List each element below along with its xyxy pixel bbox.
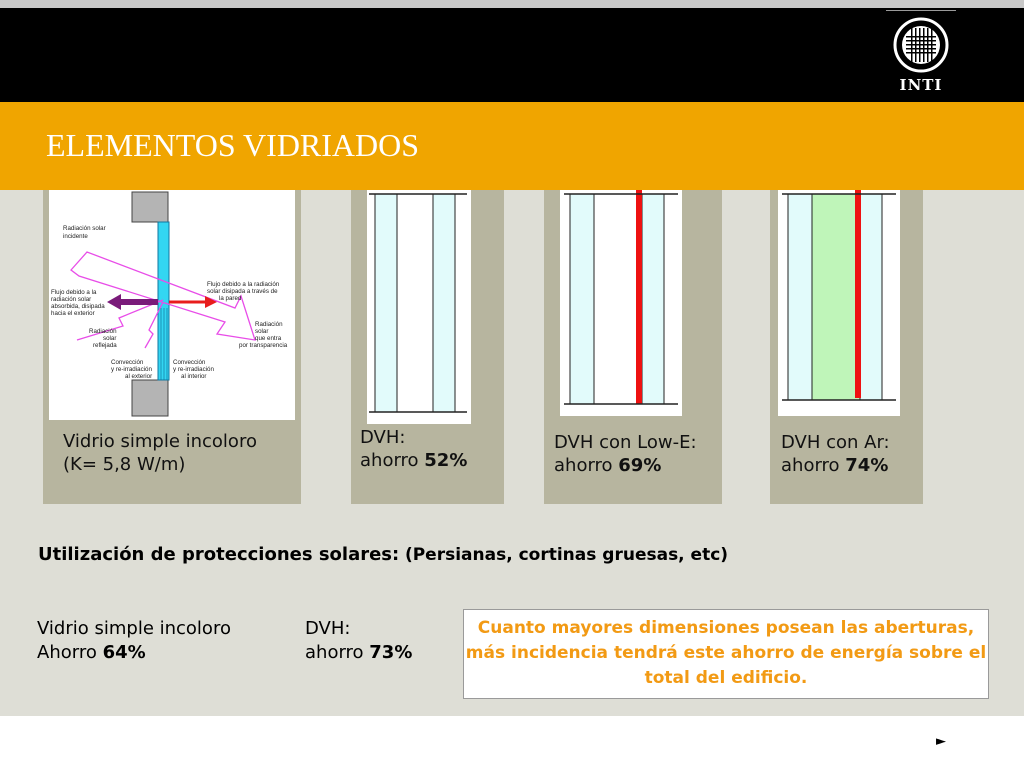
svg-text:y re-irradiación: y re-irradiación — [111, 366, 152, 373]
svg-text:Convección: Convección — [173, 359, 206, 366]
panel-argon-line1: DVH con Ar: — [781, 432, 890, 453]
svg-text:reflejada: reflejada — [93, 342, 117, 349]
svg-text:incidente: incidente — [63, 233, 88, 240]
svg-text:Radiación: Radiación — [255, 321, 283, 328]
protection-heading — [38, 544, 728, 565]
panel-lowe-caption — [554, 431, 697, 477]
panel-simple-line1: Vidrio simple incoloro — [63, 431, 257, 452]
panel-argon-line2: ahorro 74% — [781, 455, 889, 476]
svg-text:radiación solar: radiación solar — [51, 296, 92, 303]
header-bar — [0, 8, 1024, 102]
panel-simple-line2: (K= 5,8 W/m) — [63, 454, 186, 475]
svg-text:y re-irradiación: y re-irradiación — [173, 366, 214, 373]
svg-text:que entra: que entra — [255, 335, 282, 342]
heat-flow-diagram-svg — [49, 190, 295, 420]
protection-heading-main: Utilización de protecciones solares: — [38, 544, 400, 565]
stat-dvh-value: 73% — [369, 642, 413, 663]
stat-dvh — [305, 617, 412, 665]
svg-text:al interior: al interior — [181, 373, 207, 380]
svg-text:al exterior: al exterior — [125, 373, 153, 380]
panel-simple-caption — [63, 430, 257, 476]
logo-rule — [886, 10, 956, 11]
panel-dvh-lowe — [544, 190, 722, 504]
panel-lowe-line1: DVH con Low-E: — [554, 432, 697, 453]
savings-note: Cuanto mayores dimensiones posean las aberturas, más incidencia tendrá este ahorro de energía sobre el total del edificio. — [463, 609, 989, 699]
svg-text:hacia el exterior: hacia el exterior — [51, 310, 95, 317]
stat-dvh-line1: DVH: — [305, 618, 351, 639]
panel-dvh-argon — [770, 190, 923, 504]
panel-simple-glass — [43, 190, 301, 504]
play-arrow-icon[interactable]: ► — [936, 734, 946, 749]
svg-text:Flujo debido a la radiación: Flujo debido a la radiación — [207, 281, 280, 288]
lowe-savings-value: 69% — [618, 455, 662, 476]
dvh-savings-value: 52% — [424, 450, 468, 471]
panel-dvh-caption — [360, 426, 467, 472]
argon-savings-value: 74% — [845, 455, 889, 476]
panel-lowe-line2: ahorro 69% — [554, 455, 662, 476]
top-rule — [0, 0, 1024, 8]
panel-dvh — [351, 190, 504, 504]
panel-dvh-line2: ahorro 52% — [360, 450, 468, 471]
svg-text:Radiación: Radiación — [89, 328, 117, 335]
inti-grid-globe-icon — [886, 14, 956, 76]
svg-text:Radiación solar: Radiación solar — [63, 225, 106, 232]
stat-simple-line1: Vidrio simple incoloro — [37, 618, 231, 639]
dvh-argon-glass-diagram — [778, 190, 900, 416]
heat-flow-diagram — [49, 190, 295, 420]
svg-text:por transparencia: por transparencia — [239, 342, 288, 349]
dvh-argon-glass-svg — [778, 190, 900, 416]
svg-text:Flujo debido a la: Flujo debido a la — [51, 289, 97, 296]
protection-heading-paren: (Persianas, cortinas gruesas, etc) — [404, 545, 729, 565]
slide-title: ELEMENTOS VIDRIADOS — [46, 127, 420, 163]
stat-dvh-line2: ahorro 73% — [305, 642, 413, 663]
stat-simple-value: 64% — [102, 642, 146, 663]
svg-text:absorbida, disipada: absorbida, disipada — [51, 303, 105, 310]
panel-argon-caption — [781, 431, 890, 477]
svg-text:solar disipada a través de: solar disipada a través de — [207, 288, 278, 295]
dvh-lowe-glass-diagram — [560, 190, 682, 416]
stat-simple-glass — [37, 617, 231, 665]
dvh-lowe-glass-svg — [560, 190, 682, 416]
svg-text:solar: solar — [255, 328, 269, 335]
svg-text:la pared: la pared — [219, 295, 242, 302]
logo-text: INTI — [899, 76, 943, 94]
inti-logo — [886, 10, 956, 96]
svg-text:Convección: Convección — [111, 359, 144, 366]
dvh-glass-diagram — [367, 190, 471, 424]
panel-dvh-line1: DVH: — [360, 427, 406, 448]
stat-simple-line2: Ahorro 64% — [37, 642, 146, 663]
dvh-glass-svg — [367, 190, 471, 424]
svg-text:solar: solar — [103, 335, 117, 342]
